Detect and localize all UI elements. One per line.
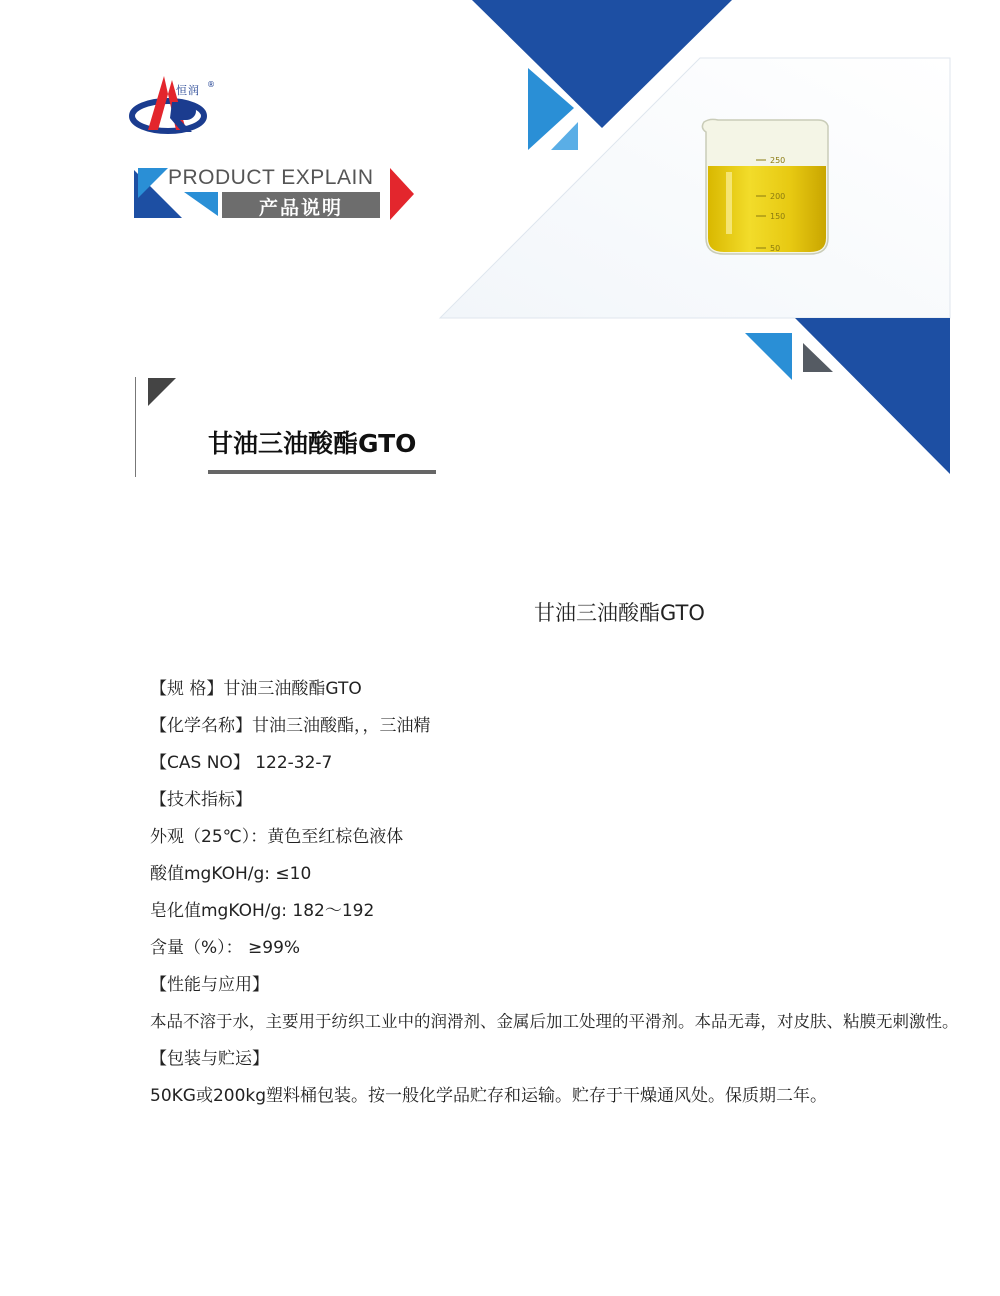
performance-header: 【性能与应用】 bbox=[150, 975, 269, 995]
section-triangle-icon bbox=[148, 378, 176, 406]
banner-english: PRODUCT EXPLAIN bbox=[168, 166, 374, 189]
beaker-image bbox=[698, 112, 838, 262]
document-title: 甘油三油酸酯GTO bbox=[534, 601, 705, 625]
cas-line: 【CAS NO】 122-32-7 bbox=[150, 753, 333, 773]
appearance-line: 外观（25℃）：黄色至红棕色液体 bbox=[150, 827, 404, 847]
packaging-header: 【包装与贮运】 bbox=[150, 1049, 269, 1069]
navy-bottom-triangle bbox=[795, 318, 950, 474]
beaker-mark-250: 250 bbox=[770, 156, 786, 165]
product-photo-panel bbox=[440, 58, 950, 318]
logo-text: 恒润 bbox=[176, 84, 200, 97]
registered-mark: ® bbox=[207, 80, 215, 89]
chemical-name-line: 【化学名称】甘油三油酸酯，，三油精 bbox=[150, 716, 431, 736]
banner-chinese: 产品说明 bbox=[258, 197, 343, 219]
section-title: 甘油三油酸酯GTO bbox=[208, 429, 417, 458]
cyan-triangle-b bbox=[551, 122, 578, 150]
section-divider bbox=[135, 377, 136, 477]
content-line: 含量（%）： ≥99% bbox=[150, 938, 301, 958]
acid-value-line: 酸值mgKOH/g: ≤10 bbox=[150, 864, 312, 884]
section-underline bbox=[208, 470, 436, 474]
beaker-mark-150: 150 bbox=[770, 212, 786, 221]
packaging-text: 50KG或200kg塑料桶包装。按一般化学品贮存和运输。贮存于干燥通风处。保质期二年。 bbox=[150, 1086, 828, 1106]
performance-text: 本品不溶于水，主要用于纺织工业中的润滑剂、金属后加工处理的平滑剂。本品无毒，对皮肤、粘膜无刺激性。 bbox=[150, 1012, 959, 1031]
oil-liquid bbox=[708, 166, 826, 252]
spec-line: 【规 格】甘油三油酸酯GTO bbox=[150, 679, 362, 699]
beaker-mark-50: 50 bbox=[770, 244, 781, 253]
saponification-line: 皂化值mgKOH/g: 182～192 bbox=[150, 901, 375, 921]
beaker-mark-200: 200 bbox=[770, 192, 786, 201]
tech-header: 【技术指标】 bbox=[150, 790, 252, 810]
cyan-triangle-c bbox=[745, 333, 792, 380]
